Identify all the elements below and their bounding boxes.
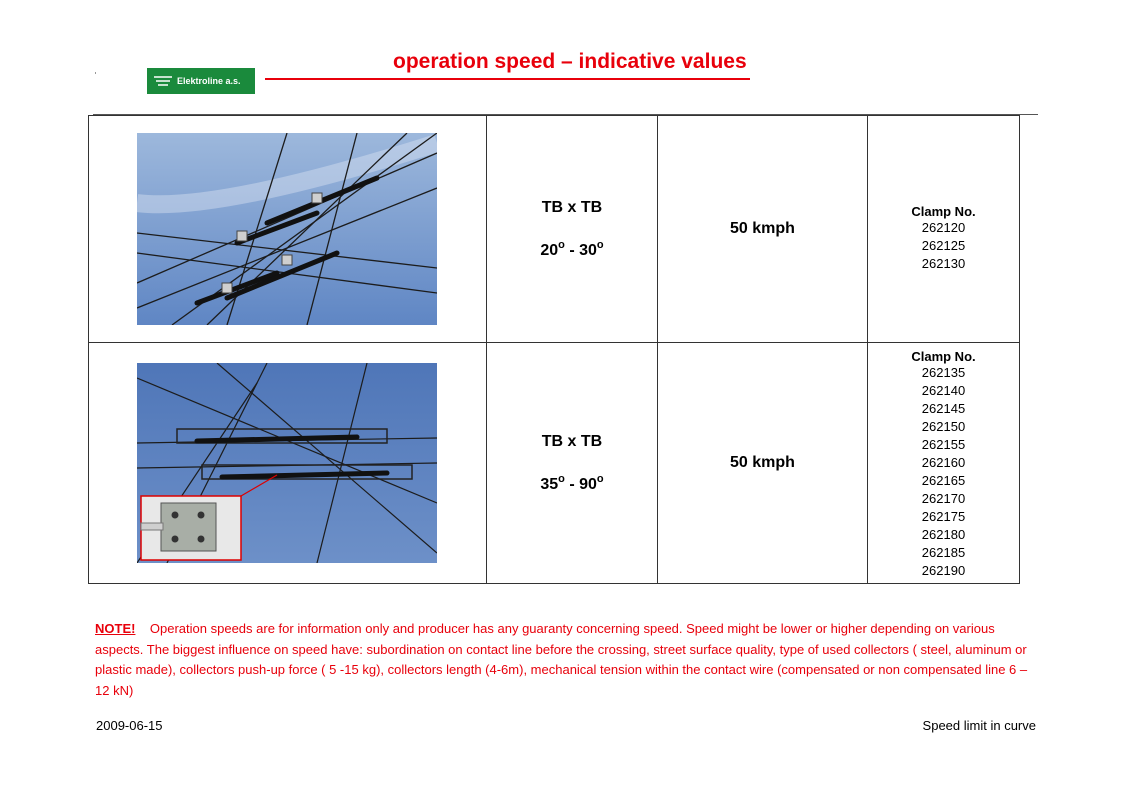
photo-cell	[89, 343, 487, 584]
clamp-number: 262145	[921, 400, 966, 416]
crossing-type-cell	[487, 343, 658, 584]
clamp-number: 262155	[921, 436, 966, 452]
clamp-heading: Clamp No.	[911, 203, 976, 219]
degree-sign: o	[596, 238, 604, 251]
clamp-heading: Clamp No.	[911, 348, 976, 364]
speed-table	[88, 115, 1020, 584]
crossing-type: TB x TB	[541, 198, 603, 216]
clamp-list	[868, 219, 1019, 273]
footer-title: Speed limit in curve	[922, 718, 1036, 733]
speed-value: 50 kmph	[658, 116, 868, 343]
clamp-number: 262130	[921, 255, 966, 271]
logo-text: Elektroline a.s.	[177, 76, 241, 86]
angle-range: 35$^o$ - 90$^o$	[540, 472, 604, 493]
clamp-number: 262165	[921, 472, 966, 488]
company-logo	[147, 68, 255, 94]
clamp-number: 262190	[921, 562, 966, 578]
note-text: Operation speeds are for information only and producer has any guaranty concerning speed. Speed might be lower or higher depending on various aspects. The biggest influence on speed have: subordination on contact line before the crossing, street surface quality, type of used collectors ( steel, aluminum or plastic made), collectors push-up force ( 5 -15 kg), collectors length (4-6m), mechanical tension within the contact wire (compensated or non compensated line 6 – 12 kN)	[95, 621, 1028, 698]
speed-value: 50 kmph	[658, 343, 868, 584]
footer-date: 2009-06-15	[96, 718, 163, 733]
crossing-photo-1	[137, 133, 437, 325]
clamp-number: 262135	[921, 364, 966, 380]
note-label: NOTE!	[95, 621, 136, 636]
degree-sign: o	[596, 472, 604, 485]
photo-cell	[89, 116, 487, 343]
crossing-photo-2	[137, 363, 437, 563]
table-row	[89, 116, 1020, 343]
page-title: operation speed – indicative values	[393, 50, 747, 73]
degree-sign: o	[558, 472, 565, 485]
clamp-number: 262180	[921, 526, 966, 542]
clamp-number: 262120	[921, 219, 966, 235]
disclaimer-note	[95, 619, 1040, 701]
clamp-number: 262125	[921, 237, 966, 253]
clamp-number: 262185	[921, 544, 966, 560]
degree-sign: o	[558, 238, 565, 251]
clamp-number: 262160	[921, 454, 966, 470]
logo-icon	[153, 74, 173, 88]
clamp-cell	[868, 116, 1020, 343]
clamp-number: 262175	[921, 508, 966, 524]
page-mark	[95, 72, 96, 74]
clamp-number: 262140	[921, 382, 966, 398]
angle-range: 20$^o$ - 30$^o$	[540, 238, 604, 259]
crossing-type: TB x TB	[541, 432, 603, 450]
clamp-number: 262170	[921, 490, 966, 506]
crossing-type-cell	[487, 116, 658, 343]
table-row	[89, 343, 1020, 584]
clamp-cell	[868, 343, 1020, 584]
clamp-list	[868, 364, 1019, 580]
clamp-number: 262150	[921, 418, 966, 434]
